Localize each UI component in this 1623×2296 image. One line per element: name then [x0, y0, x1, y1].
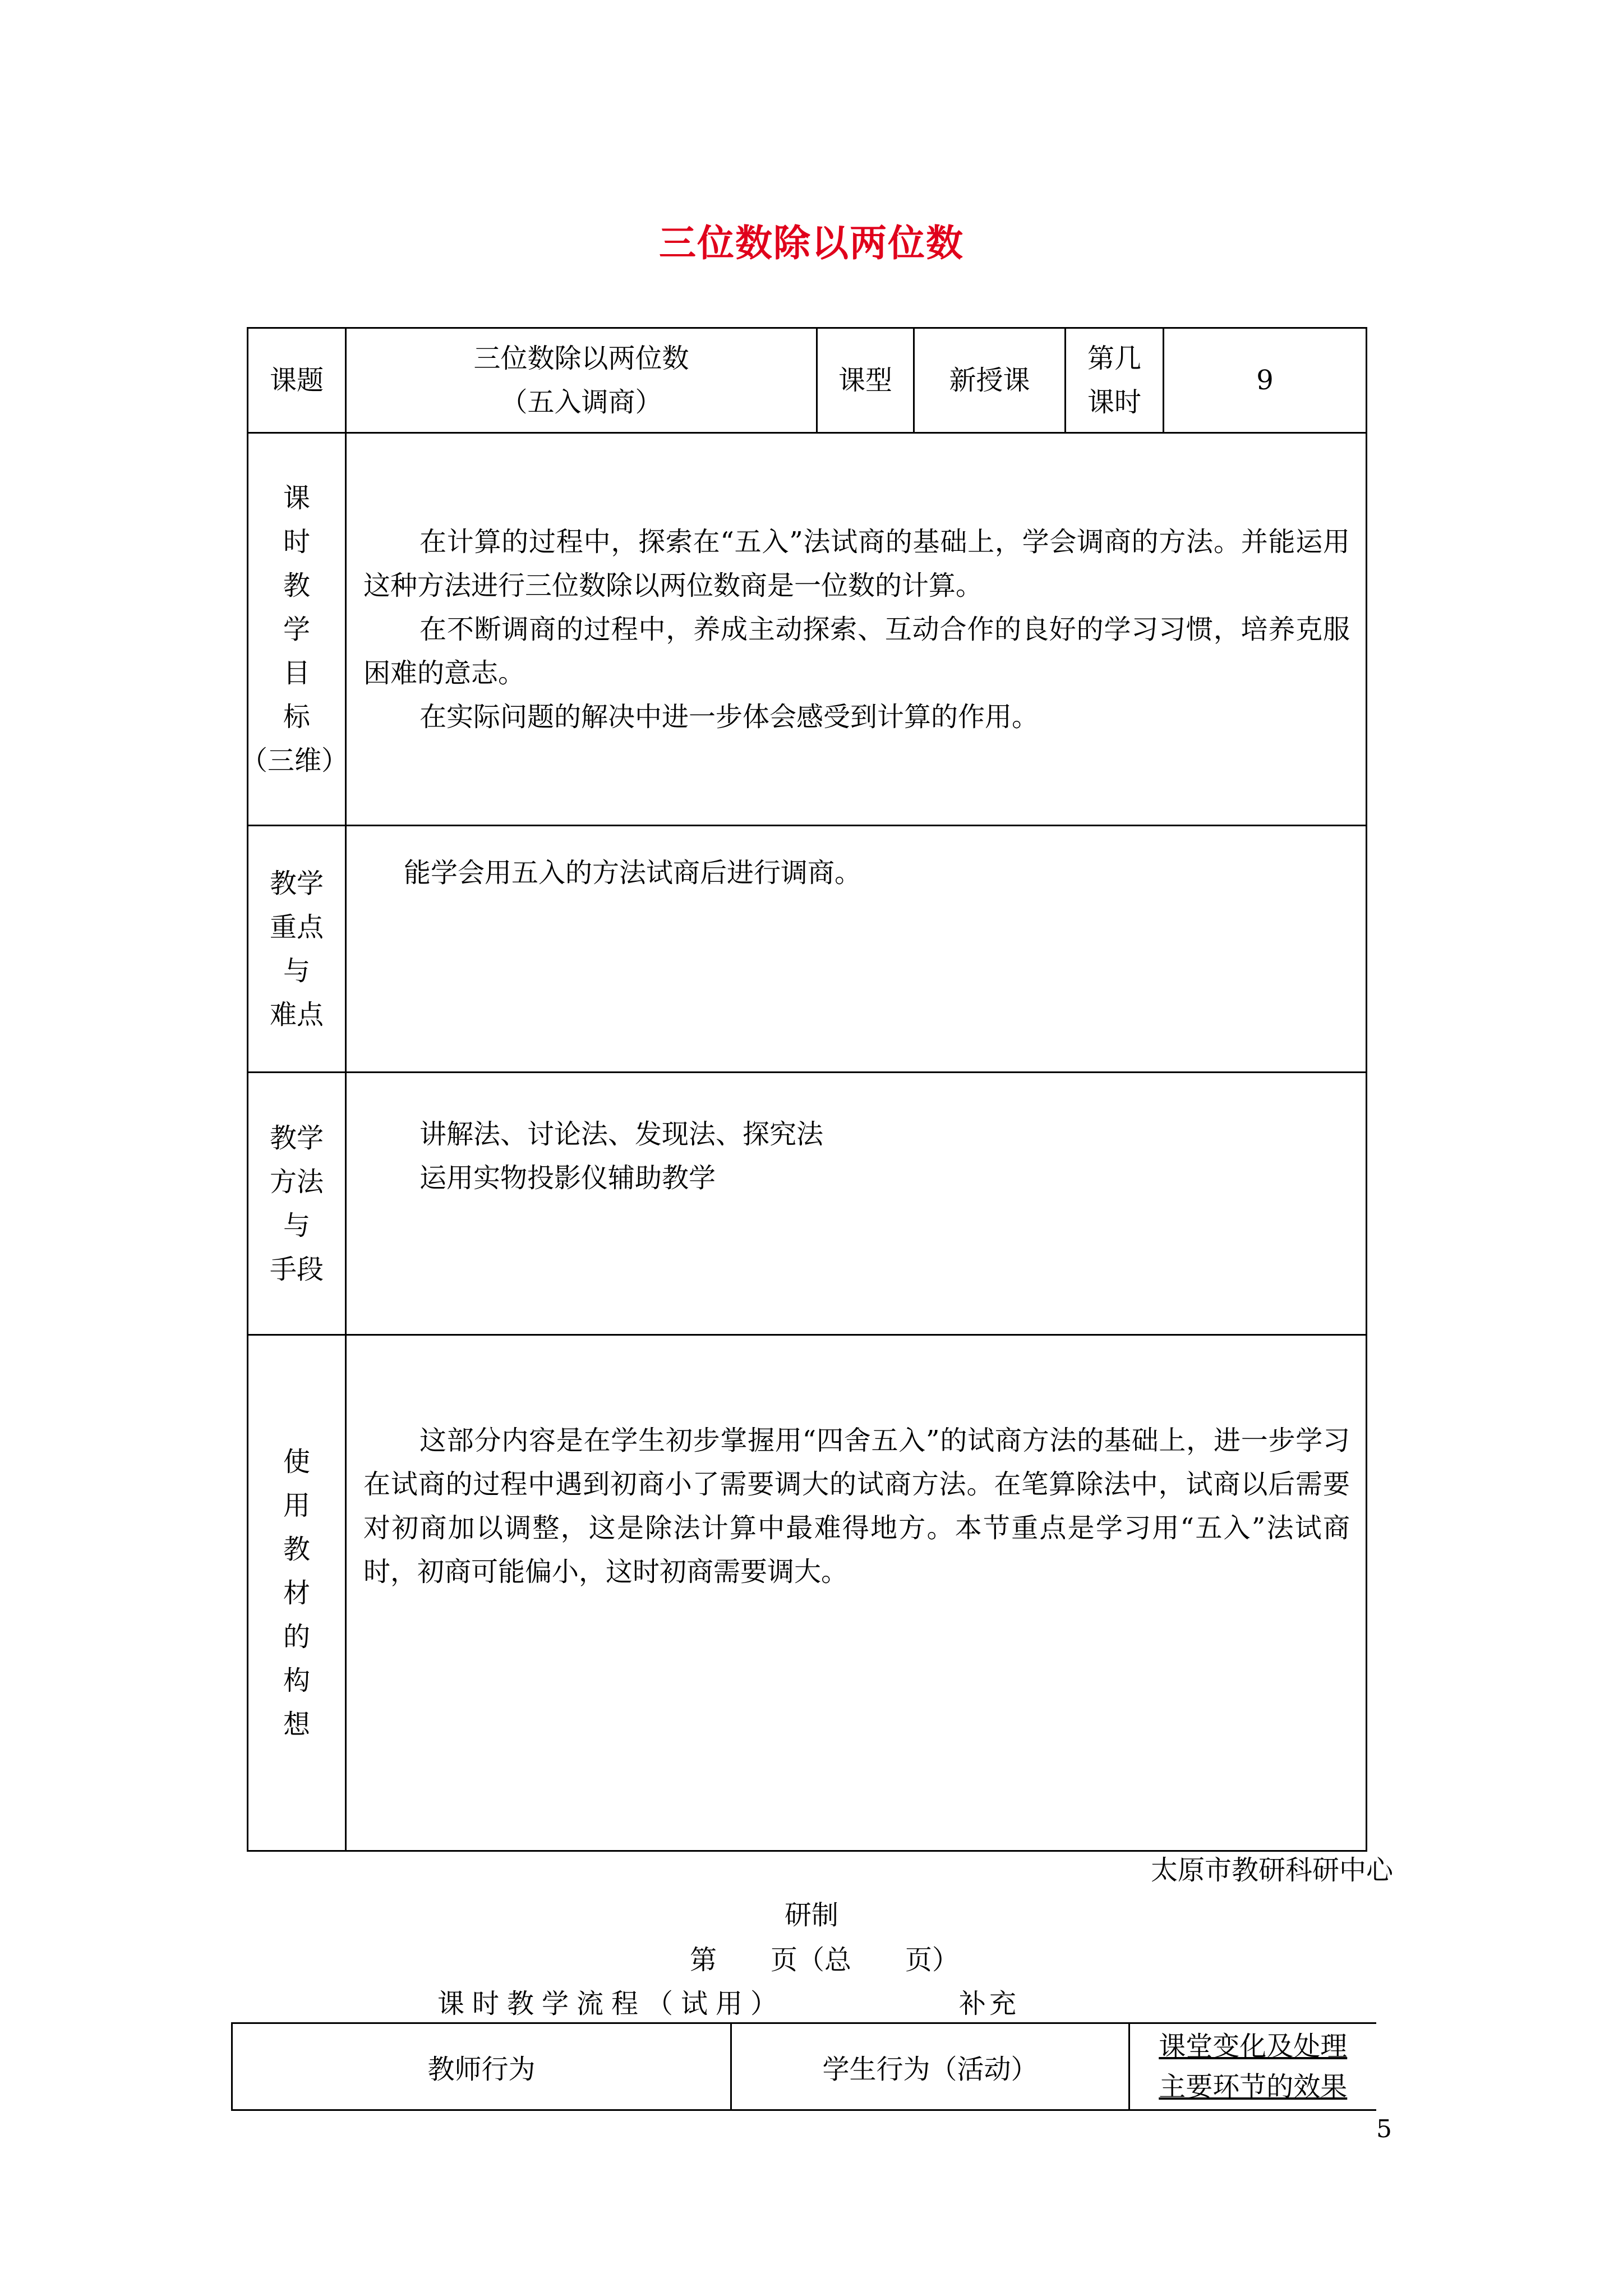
topic-line-1: 三位数除以两位数 [473, 343, 689, 374]
materials-row [248, 1335, 1367, 1851]
classroom-change-line-2: 主要环节的效果 [1159, 2071, 1348, 2102]
materials-label [248, 1335, 346, 1851]
key-points-text: 能学会用五入的方法试商后进行调商。 [404, 857, 862, 889]
methods-label-line: 教学 [269, 1122, 324, 1154]
key-points-label-line: 重点 [269, 911, 324, 943]
flow-supplement: 补充 [959, 1988, 1020, 2019]
materials-label-char: 想 [283, 1708, 310, 1740]
topic-value [346, 328, 817, 433]
materials-label-char: 用 [283, 1489, 310, 1521]
teaching-flow-table [231, 2022, 1376, 2111]
objectives-label-char: 学 [283, 613, 310, 645]
key-points-label-line: 与 [283, 955, 310, 987]
methods-row [248, 1073, 1367, 1335]
lesson-type-value: 新授课 [914, 328, 1066, 433]
objectives-row [248, 433, 1367, 826]
period-label [1066, 328, 1164, 433]
materials-label-char: 使 [283, 1446, 310, 1478]
student-behavior-header: 学生行为（活动） [731, 2023, 1129, 2110]
objectives-label [241, 433, 349, 826]
materials-label-char: 的 [283, 1621, 310, 1653]
objectives-label-char: 标 [283, 701, 310, 733]
methods-label [248, 1073, 346, 1335]
key-points-label-line: 教学 [269, 867, 324, 899]
key-points-label [248, 826, 346, 1073]
footer-page-line: 第 页（总 页） [690, 1944, 960, 1976]
methods-content [346, 1073, 1367, 1335]
objectives-label-char: （三维） [241, 744, 349, 776]
objective-paragraph: 在不断调商的过程中，养成主动探索、互动合作的良好的学习习惯，培养克服困难的意志。 [363, 613, 1350, 689]
footer-organization: 太原市教研科研中心 [1150, 1855, 1393, 1886]
key-points-label-line: 难点 [269, 999, 324, 1030]
key-points-content [346, 826, 1367, 1073]
objectives-label-char: 时 [283, 526, 310, 558]
period-value: 9 [1164, 328, 1367, 433]
lesson-type-label: 课型 [817, 328, 914, 433]
methods-line-1: 讲解法、讨论法、发现法、探究法 [419, 1119, 824, 1150]
methods-label-line: 手段 [269, 1253, 324, 1285]
objectives-label-char: 目 [283, 657, 310, 689]
document-title: 三位数除以两位数 [659, 221, 964, 265]
materials-content [346, 1335, 1367, 1851]
page-number: 5 [1376, 2115, 1392, 2143]
materials-label-char: 教 [283, 1533, 310, 1565]
methods-line-2: 运用实物投影仪辅助教学 [419, 1162, 716, 1194]
materials-label-char: 构 [283, 1664, 310, 1696]
footer-made: 研制 [784, 1899, 838, 1931]
period-label-line-1: 第几 [1087, 343, 1141, 374]
topic-label: 课题 [248, 328, 346, 433]
classroom-change-header [1129, 2023, 1376, 2110]
flow-title: 课时教学流程（试用） [437, 1988, 786, 2019]
materials-text: 这部分内容是在学生初步掌握用“四舍五入”的试商方法的基础上，进一步学习在试商的过程中遇到初商小了需要调大的试商方法。在笔算除法中，试商以后需要对初商加以调整，这是除法计算中最难得地方。本节重点是学习用“五入”法试商时，初商可能偏小，这时初商需要调大。 [363, 1425, 1350, 1588]
flow-header-row [232, 2023, 1376, 2110]
header-row [248, 328, 1367, 433]
methods-label-line: 与 [283, 1209, 310, 1241]
objective-paragraph: 在计算的过程中，探索在“五入”法试商的基础上，学会调商的方法。并能运用这种方法进行三位数除以两位数商是一位数的计算。 [363, 526, 1350, 601]
teacher-behavior-header: 教师行为 [232, 2023, 731, 2110]
topic-line-2: （五入调商） [500, 386, 662, 418]
methods-label-line: 方法 [269, 1166, 324, 1198]
objectives-label-char: 课 [283, 482, 310, 514]
objectives-label-char: 教 [283, 569, 310, 601]
materials-label-char: 材 [283, 1577, 310, 1609]
objectives-content [346, 433, 1367, 826]
lesson-plan-table [241, 327, 1367, 1852]
key-points-row [248, 826, 1367, 1073]
classroom-change-line-1: 课堂变化及处理 [1159, 2031, 1348, 2062]
objective-paragraph: 在实际问题的解决中进一步体会感受到计算的作用。 [419, 701, 1039, 733]
period-label-line-2: 课时 [1087, 386, 1141, 418]
